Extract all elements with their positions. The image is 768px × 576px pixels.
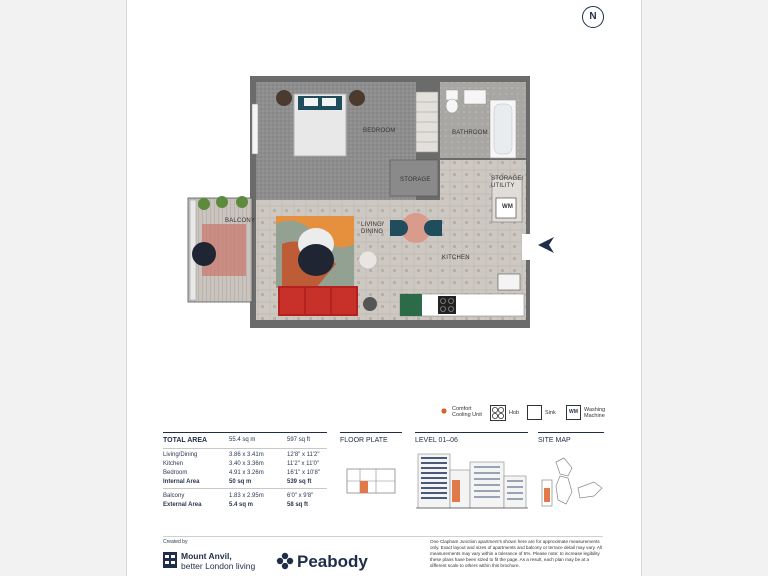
cooling-unit-icon bbox=[441, 408, 447, 414]
balcony-table bbox=[192, 242, 216, 266]
area-header-label: TOTAL AREA bbox=[163, 437, 208, 444]
side-table bbox=[359, 251, 377, 269]
area-row-sqft: 11'2" x 11'0" bbox=[287, 461, 320, 467]
area-row-label: External Area bbox=[163, 502, 202, 508]
room-label-bathroom: BATHROOM bbox=[452, 130, 488, 136]
legend-sink-label: Sink bbox=[545, 410, 556, 416]
peabody-wordmark: Peabody bbox=[297, 552, 368, 571]
basin bbox=[464, 90, 486, 104]
area-row-sqm: 3.40 x 3.36m bbox=[229, 461, 264, 467]
area-row-sqm: 3.86 x 3.41m bbox=[229, 452, 264, 458]
mount-anvil-name: Mount Anvil, bbox=[181, 551, 232, 561]
disclaimer-text: One Clapham Junction apartment's shown here are for approximate measurements only. Exact layout and sizes of apartments and balcony or terrace detail may vary. All measurements may vary within a tolerance of 5%. Please note: to increase legibility these plans have been sized to fit the page. As a result, each plan may be at a different scale to others within this brochure. bbox=[430, 539, 602, 568]
created-by-label: Created by bbox=[163, 539, 188, 545]
area-row-label: Kitchen bbox=[163, 461, 184, 467]
peabody-logo-icon bbox=[276, 552, 294, 570]
room-label-storage-utility: STORAGE/ UTILITY bbox=[491, 176, 524, 189]
room-label-wm: WM bbox=[502, 204, 514, 210]
area-row-sqm: 1.83 x 2.95m bbox=[229, 493, 264, 499]
room-label-bedroom: BEDROOM bbox=[363, 128, 396, 134]
area-row-sqft: 12'8" x 11'2" bbox=[287, 452, 320, 458]
area-row-label: Bedroom bbox=[163, 470, 188, 476]
area-row-label: Internal Area bbox=[163, 479, 200, 485]
mount-anvil-logo-icon bbox=[163, 552, 177, 568]
area-row-sqft: 6'0" x 9'8" bbox=[287, 493, 314, 499]
building-elevation bbox=[416, 452, 528, 510]
area-row-sqft: 16'1" x 10'8" bbox=[287, 470, 320, 476]
area-row-label: Living/Dining bbox=[163, 452, 198, 458]
plant-icon bbox=[236, 196, 248, 208]
entrance-door bbox=[522, 234, 530, 260]
bedside-table-left bbox=[276, 90, 292, 106]
area-header-sqft: 597 sq ft bbox=[287, 437, 311, 443]
room-label-storage: STORAGE bbox=[400, 177, 431, 183]
plant-icon bbox=[198, 198, 210, 210]
area-row-label: Balcony bbox=[163, 493, 185, 499]
floor-plate-title: FLOOR PLATE bbox=[340, 437, 388, 444]
hob bbox=[438, 296, 456, 314]
bedside-table-right bbox=[349, 90, 365, 106]
lamp-table bbox=[363, 297, 377, 311]
area-row-sqft: 58 sq ft bbox=[287, 502, 309, 508]
room-label-kitchen: KITCHEN bbox=[442, 255, 470, 261]
area-row-sqm: 4.91 x 3.26m bbox=[229, 470, 264, 476]
floor-plate-diagram bbox=[346, 468, 396, 494]
dining-chair-right bbox=[424, 220, 442, 236]
entrance-arrow-icon bbox=[536, 236, 556, 254]
dining-chair-left bbox=[390, 220, 408, 236]
area-row-sqm: 5.4 sq m bbox=[229, 502, 254, 508]
toilet bbox=[446, 90, 458, 100]
table-top-rule bbox=[163, 432, 327, 433]
north-compass-icon: N bbox=[582, 6, 604, 28]
kitchen-unit-green bbox=[400, 294, 422, 316]
hob-icon bbox=[490, 405, 506, 421]
legend-hob-label: Hob bbox=[509, 410, 520, 416]
room-label-balcony: BALCONY bbox=[225, 218, 256, 224]
site-map-title: SITE MAP bbox=[538, 437, 571, 444]
legend-cooling-label: Comfort Cooling Unit bbox=[452, 406, 482, 418]
floor-plan bbox=[186, 74, 532, 330]
area-row-sqm: 50 sq m bbox=[229, 479, 252, 485]
mount-anvil-tagline: better London living bbox=[181, 561, 256, 571]
fridge bbox=[498, 274, 520, 290]
room-label-living-dining: LIVING/ DINING bbox=[361, 222, 384, 235]
sink-icon bbox=[527, 405, 542, 420]
site-map-diagram bbox=[538, 452, 604, 510]
washing-machine-icon: WM bbox=[566, 405, 581, 420]
area-row-sqft: 539 sq ft bbox=[287, 479, 312, 485]
plant-icon bbox=[216, 196, 228, 208]
legend-washing-label: Washing Machine bbox=[584, 407, 606, 419]
area-header-sqm: 55.4 sq m bbox=[229, 437, 256, 443]
level-title: LEVEL 01–06 bbox=[415, 437, 458, 444]
